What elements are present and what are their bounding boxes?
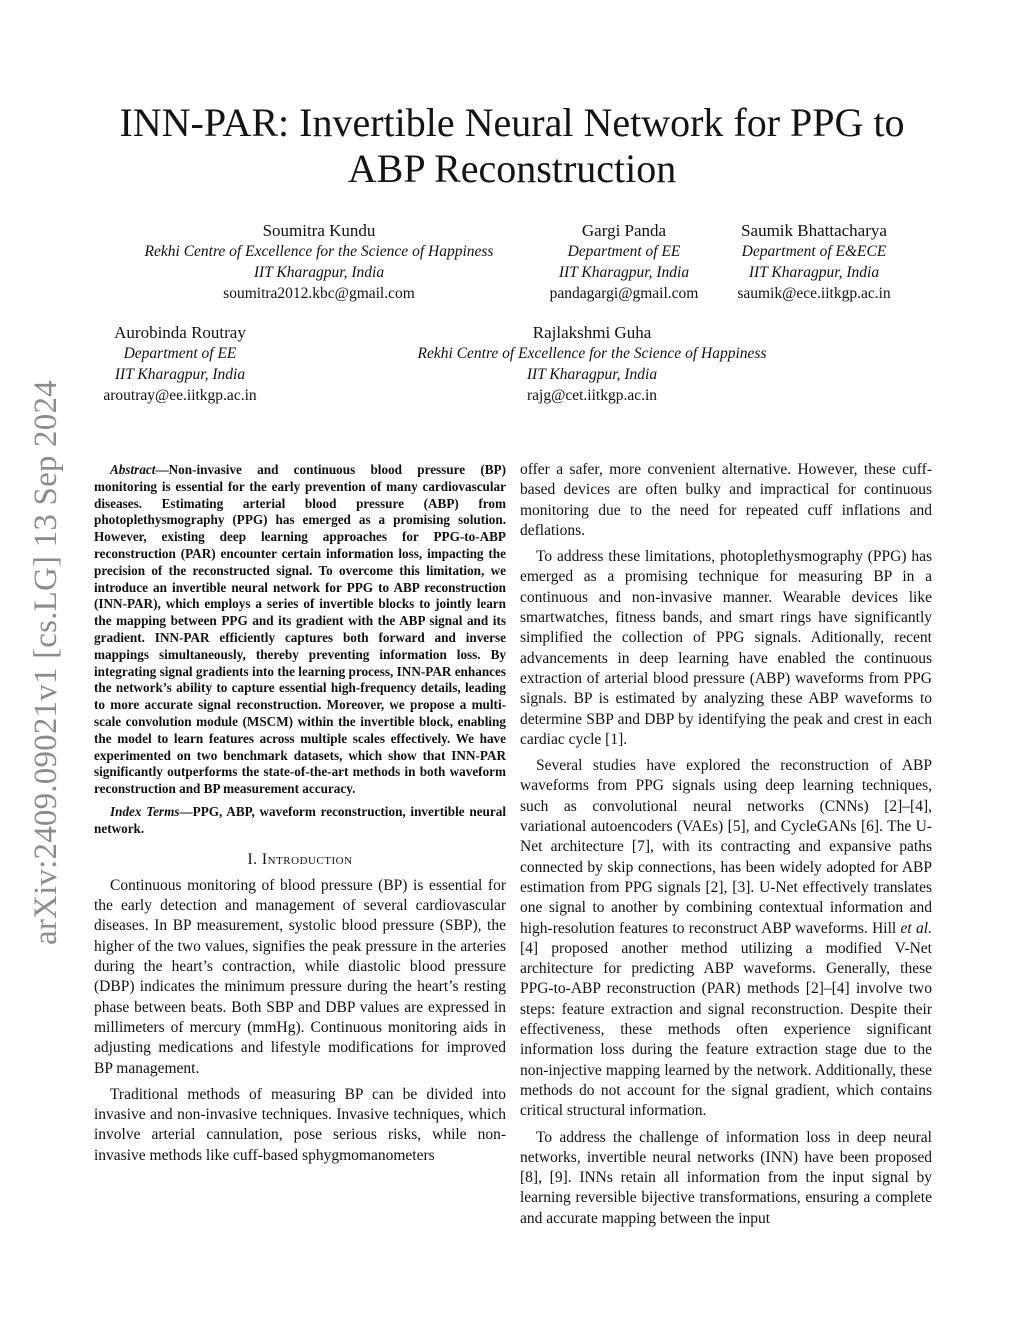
author-block (390, 322, 794, 406)
paragraph-text: Several studies have explored the reconstruction of ABP waveforms from PPG signals using deep learning techniques, such as convolutional neural networks (CNNs) [2]–[4], variational autoencoders (VAEs) [5], and CycleGANs [6]. The U-Net architecture [7], with its contracting and expansive paths connected by skip connections, has been widely adopted for ABP estimation from PPG signals [2], [3]. U-Net effectively translates one signal to another by combining contextual information and high-resolution features to reconstruct ABP waveforms. Hill (520, 757, 932, 937)
paragraph: Traditional methods of measuring BP can be divided into invasive and non-invasive techniques. Invasive techniques, which involve arterial cannulation, pose serious risks, while non-invasive methods like cuff-based sphygmomanometers (94, 1085, 506, 1164)
author-name: Soumitra Kundu (262, 221, 376, 240)
author-name: Gargi Panda (581, 221, 667, 240)
left-column (94, 462, 506, 1166)
author-block (722, 220, 906, 304)
section-title: Introduction (261, 850, 353, 868)
index-terms-label: Index Terms (110, 803, 180, 819)
author-name: Rajlakshmi Guha (532, 323, 652, 342)
et-al: et al. (900, 919, 932, 937)
author-block (534, 220, 714, 304)
author-location: IIT Kharagpur, India (558, 264, 690, 281)
author-location: IIT Kharagpur, India (748, 264, 880, 281)
section-heading-introduction (94, 850, 506, 870)
abstract (94, 462, 506, 798)
right-column (520, 460, 932, 1229)
author-affiliation: Department of EE (567, 243, 681, 260)
author-email[interactable]: saumik@ece.iitkgp.ac.in (737, 285, 891, 302)
author-name: Saumik Bhattacharya (741, 221, 887, 240)
author-affiliation: Rekhi Centre of Excellence for the Science of Happiness (144, 243, 494, 260)
paragraph (520, 756, 932, 1121)
paragraph: To address the challenge of information loss in deep neural networks, invertible neural networks (INN) have been proposed [8], [9]. INNs retain all information from the input signal by learning reversible bijective transformations, ensuring a complete and accurate mapping between the input (520, 1128, 932, 1227)
author-email[interactable]: rajg@cet.iitkgp.ac.in (526, 387, 658, 404)
paper-title: INN-PAR: Invertible Neural Network for PPG to ABP Reconstruction (119, 100, 905, 191)
author-affiliation: Rekhi Centre of Excellence for the Science of Happiness (417, 345, 767, 362)
paragraph: offer a safer, more convenient alternative. However, these cuff-based devices are often bulky and impractical for continuous monitoring due to the need for repeated cuff inflations and deflations. (520, 461, 932, 539)
section-number: I. (247, 850, 262, 868)
author-email[interactable]: soumitra2012.kbc@gmail.com (223, 285, 415, 302)
author-name: Aurobinda Routray (114, 323, 246, 342)
author-block (88, 322, 272, 406)
arxiv-identifier: arXiv:2409.09021v1 [cs.LG] 13 Sep 2024 (28, 380, 64, 945)
author-email[interactable]: aroutray@ee.iitkgp.ac.in (103, 387, 257, 404)
author-email[interactable]: pandagargi@gmail.com (549, 285, 699, 302)
paragraph-text: [4] proposed another method utilizing a modified V-Net architecture for predicting ABP waveforms. Generally, these PPG-to-ABP reconstruction (PAR) methods [2]–[4] involve two steps: feature extraction and signal reconstruction. Despite their effectiveness, these methods often experience significant information loss during the feature extraction stage due to the non-injective mapping learned by the network. Additionally, these methods do not account for the signal gradient, which contains critical structural information. (520, 939, 932, 1120)
author-location: IIT Kharagpur, India (526, 366, 658, 383)
abstract-label: Abstract (110, 462, 156, 477)
author-location: IIT Kharagpur, India (114, 366, 246, 383)
author-affiliation: Department of EE (123, 345, 237, 362)
author-location: IIT Kharagpur, India (253, 264, 385, 281)
index-terms (94, 804, 506, 838)
paragraph: To address these limitations, photoplethysmography (PPG) has emerged as a promising technique for measuring BP in a continuous and non-invasive manner. Wearable devices like smartwatches, fitness bands, and smart rings have significantly simplified the collection of PPG signals. Aditionally, recent advancements in deep learning have enabled the continuous extraction of arterial blood pressure (ABP) waveforms from PPG signals. BP is estimated by analyzing these ABP waveforms to determine SBP and DBP by identifying the peak and crest in each cardiac cycle [1]. (520, 548, 932, 748)
author-block (118, 220, 520, 304)
paragraph: Continuous monitoring of blood pressure (BP) is essential for the early detection and management of several cardiovascular diseases. In BP measurement, systolic blood pressure (SBP), the higher of the two values, signifies the peak pressure in the arteries during the heart’s contraction, while diastolic blood pressure (DBP) indicates the minimum pressure during the heart’s resting phase between beats. Both SBP and DBP values are expressed in millimeters of mercury (mmHg). Continuous monitoring aids in adjusting medications and lifestyle modifications for improved BP management. (94, 876, 506, 1077)
author-affiliation: Department of E&ECE (741, 243, 887, 260)
abstract-text: —Non-invasive and continuous blood pressure (BP) monitoring is essential for the early prevention of many cardiovascular diseases. Estimating arterial blood pressure (ABP) from photoplethysmography (PPG) has emerged as a promising solution. However, existing deep learning approaches for PPG-to-ABP reconstruction (PAR) encounter certain information loss, impacting the precision of the reconstructed signal. To overcome this limitation, we introduce an invertible neural network for PPG to ABP reconstruction (INN-PAR), which employs a series of invertible blocks to jointly learn the mapping between PPG and its gradient with the ABP signal and its gradient. INN-PAR efficiently captures both forward and inverse mappings simultaneously, thereby preventing information loss. By integrating signal gradients into the learning process, INN-PAR enhances the network’s ability to capture essential high-frequency details, leading to more accurate signal reconstruction. Moreover, we propose a multi-scale convolution module (MSCM) within the invertible block, enabling the model to learn features across multiple scales effectively. We have experimented on two benchmark datasets, which show that INN-PAR significantly outperforms the state-of-the-art methods in both waveform reconstruction and BP measurement accuracy. (94, 462, 506, 797)
index-terms-text: —PPG, ABP, waveform reconstruction, invertible neural network. (94, 803, 506, 836)
